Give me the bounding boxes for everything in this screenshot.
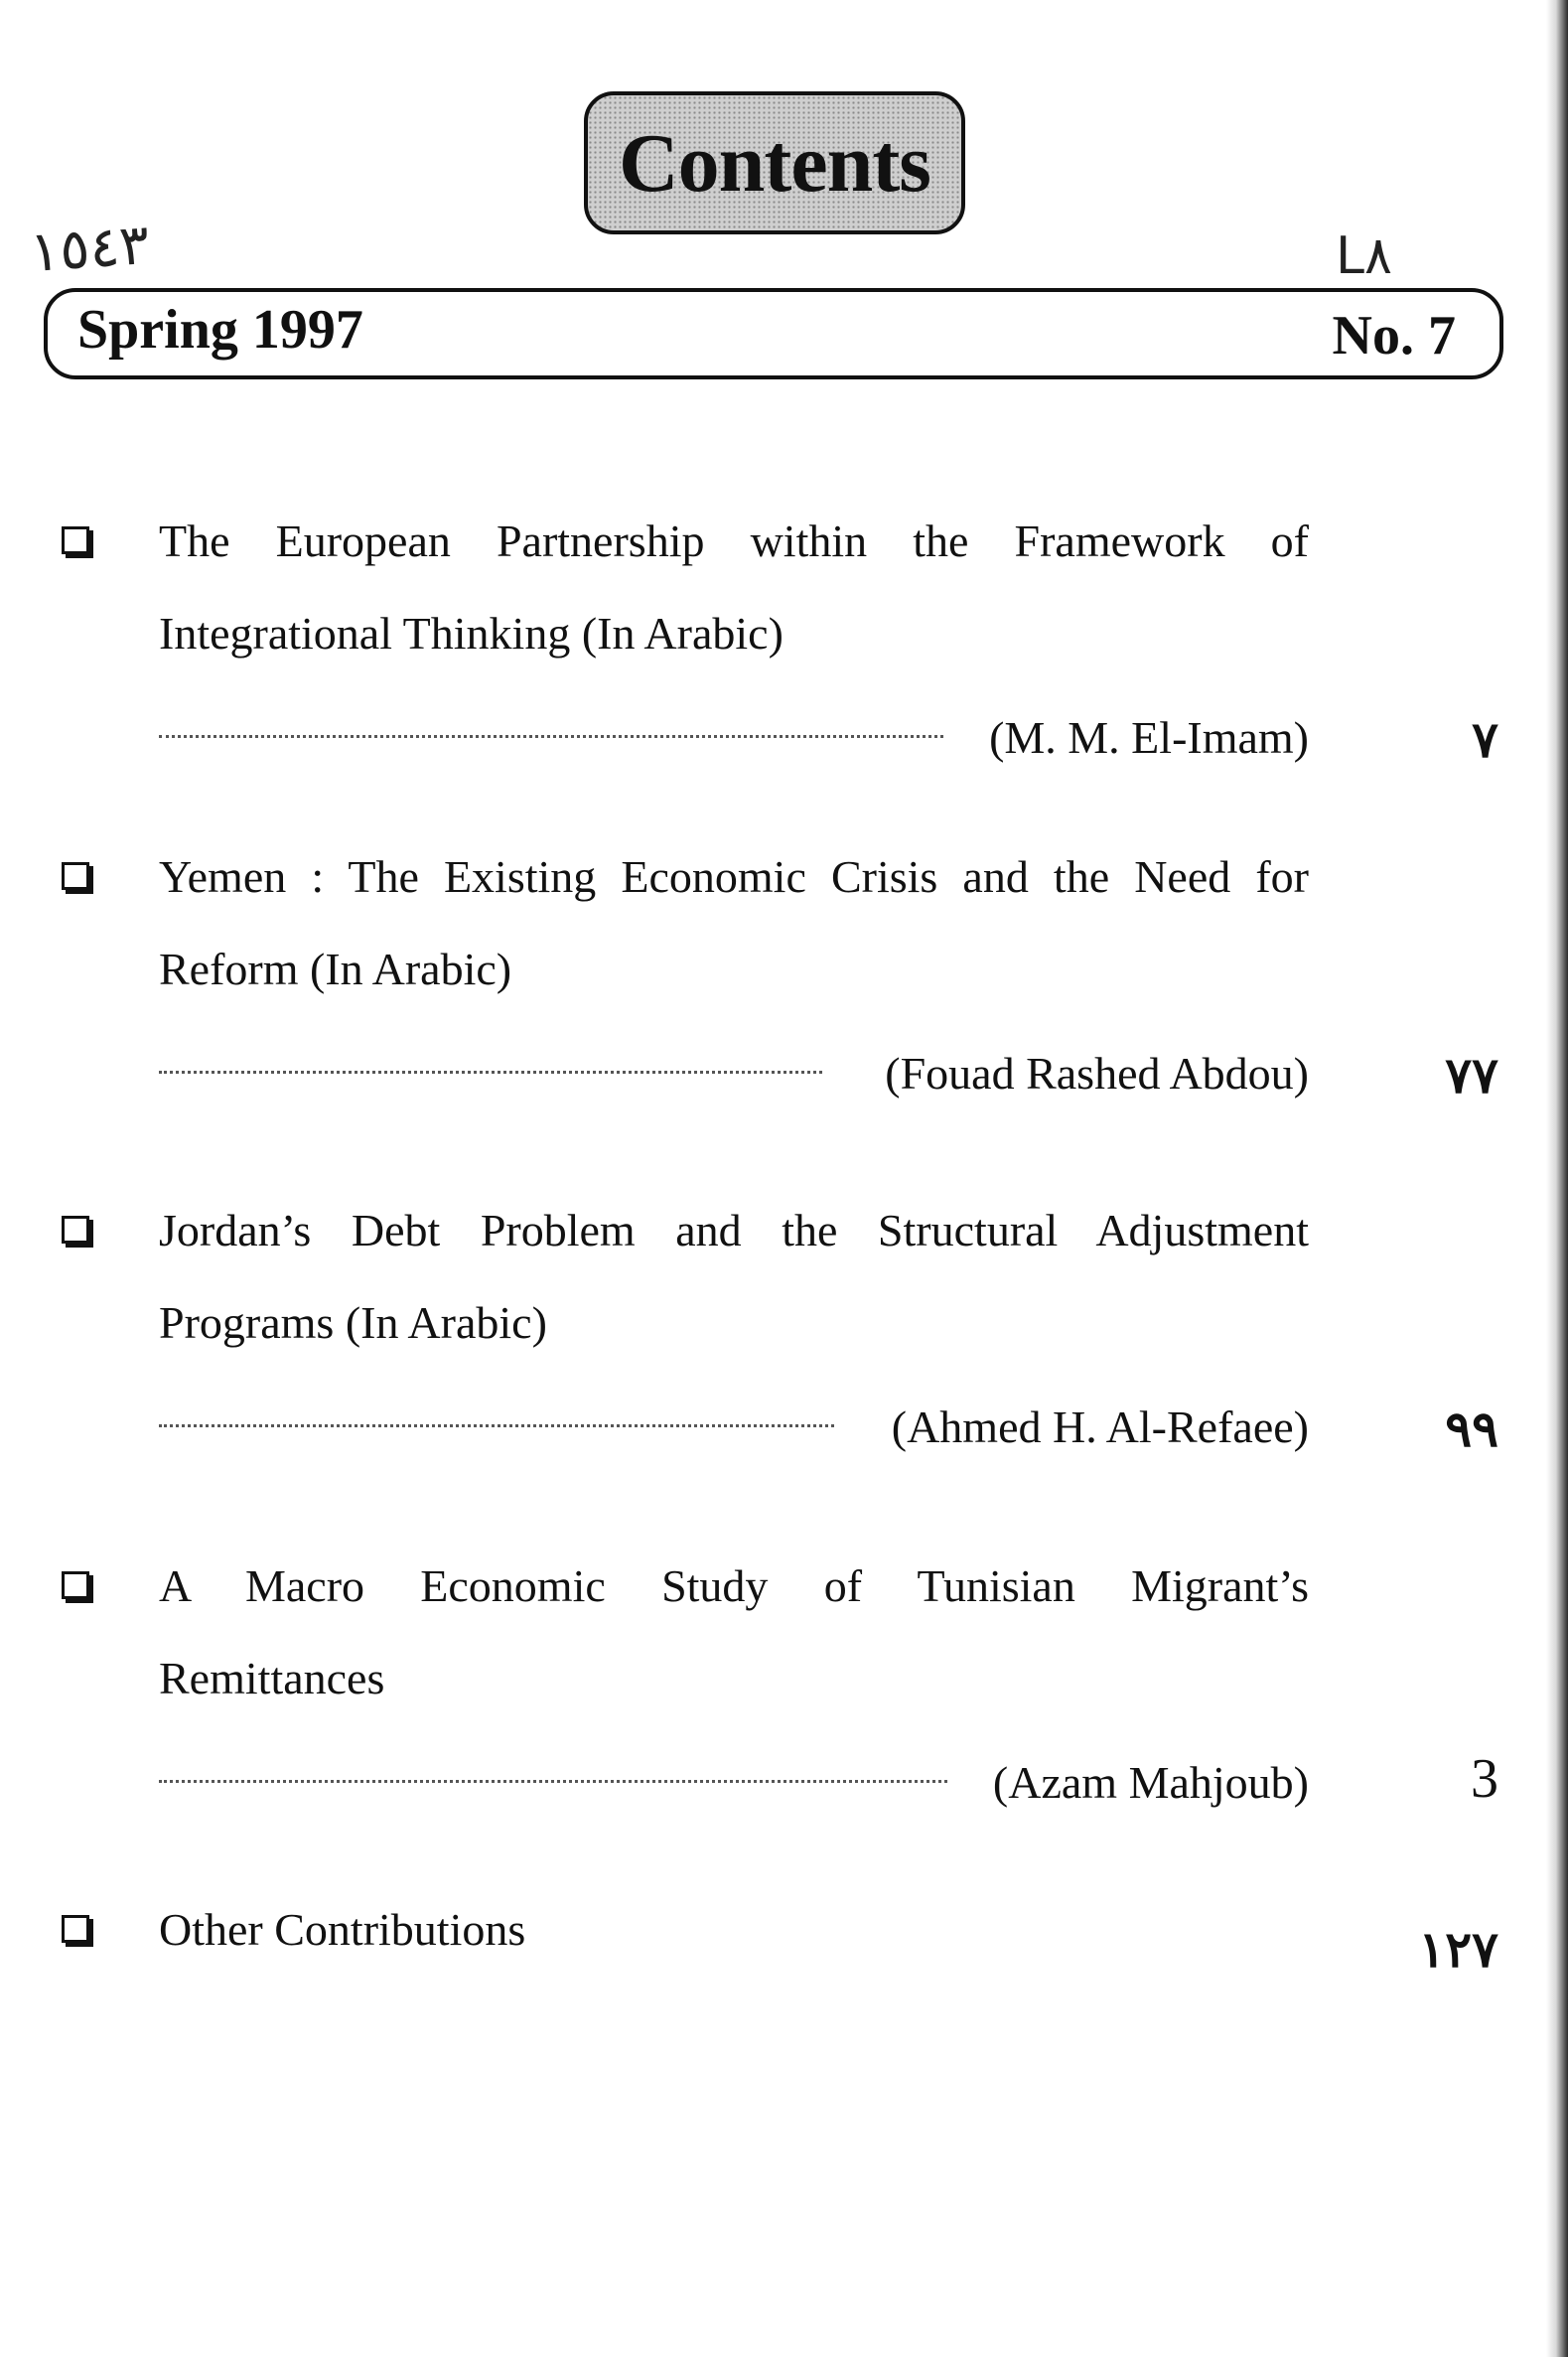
- entry-title-line-2: Programs (In Arabic): [159, 1297, 547, 1348]
- entry-page-number: ٧: [1472, 712, 1498, 768]
- issue-bar: [44, 288, 1503, 379]
- entry-author: (M. M. El-Imam): [989, 712, 1309, 763]
- dotted-leader: [159, 1071, 822, 1074]
- entry-title-line-1: Jordan’s Debt Problem and the Structural Adjustment: [159, 1205, 1309, 1255]
- page-title: Contents: [618, 116, 930, 210]
- dotted-leader: [159, 1780, 947, 1783]
- dotted-leader: [159, 735, 943, 738]
- entry-page-number: ٩٩: [1445, 1401, 1498, 1457]
- entry-title-line-2: Remittances: [159, 1653, 385, 1703]
- entry-page-number: 3: [1471, 1748, 1498, 1810]
- entry-title-line-2: Reform (In Arabic): [159, 944, 512, 994]
- entry-title-line-2: Integrational Thinking (In Arabic): [159, 608, 784, 659]
- scan-edge-shadow: [1546, 0, 1568, 2357]
- entry-title-line-1: Yemen : The Existing Economic Crisis and the Need for: [159, 851, 1309, 902]
- checkbox-bullet-icon: [62, 526, 89, 554]
- checkbox-bullet-icon: [62, 1915, 89, 1943]
- handwritten-note-right: L٨: [1336, 226, 1392, 286]
- checkbox-bullet-icon: [62, 862, 89, 890]
- entry-title-line-1: The European Partnership within the Framework of: [159, 516, 1309, 566]
- issue-season: Spring 1997: [77, 299, 363, 361]
- checkbox-bullet-icon: [62, 1571, 89, 1599]
- checkbox-bullet-icon: [62, 1216, 89, 1244]
- entry-author: (Fouad Rashed Abdou): [885, 1048, 1309, 1099]
- dotted-leader: [159, 1424, 834, 1427]
- issue-number: No. 7: [1332, 305, 1456, 367]
- entry-page-number: ٧٧: [1445, 1048, 1498, 1104]
- handwritten-note-left: ١٥٤٣: [27, 212, 152, 286]
- entry-title-line-1: Other Contributions: [159, 1904, 526, 1955]
- entry-author: (Ahmed H. Al-Refaee): [891, 1401, 1309, 1452]
- entry-page-number: ١٢٧: [1418, 1922, 1498, 1978]
- entry-title-line-1: A Macro Economic Study of Tunisian Migrant’s: [159, 1560, 1309, 1611]
- entry-author: (Azam Mahjoub): [992, 1757, 1309, 1808]
- contents-title-box: [584, 91, 965, 234]
